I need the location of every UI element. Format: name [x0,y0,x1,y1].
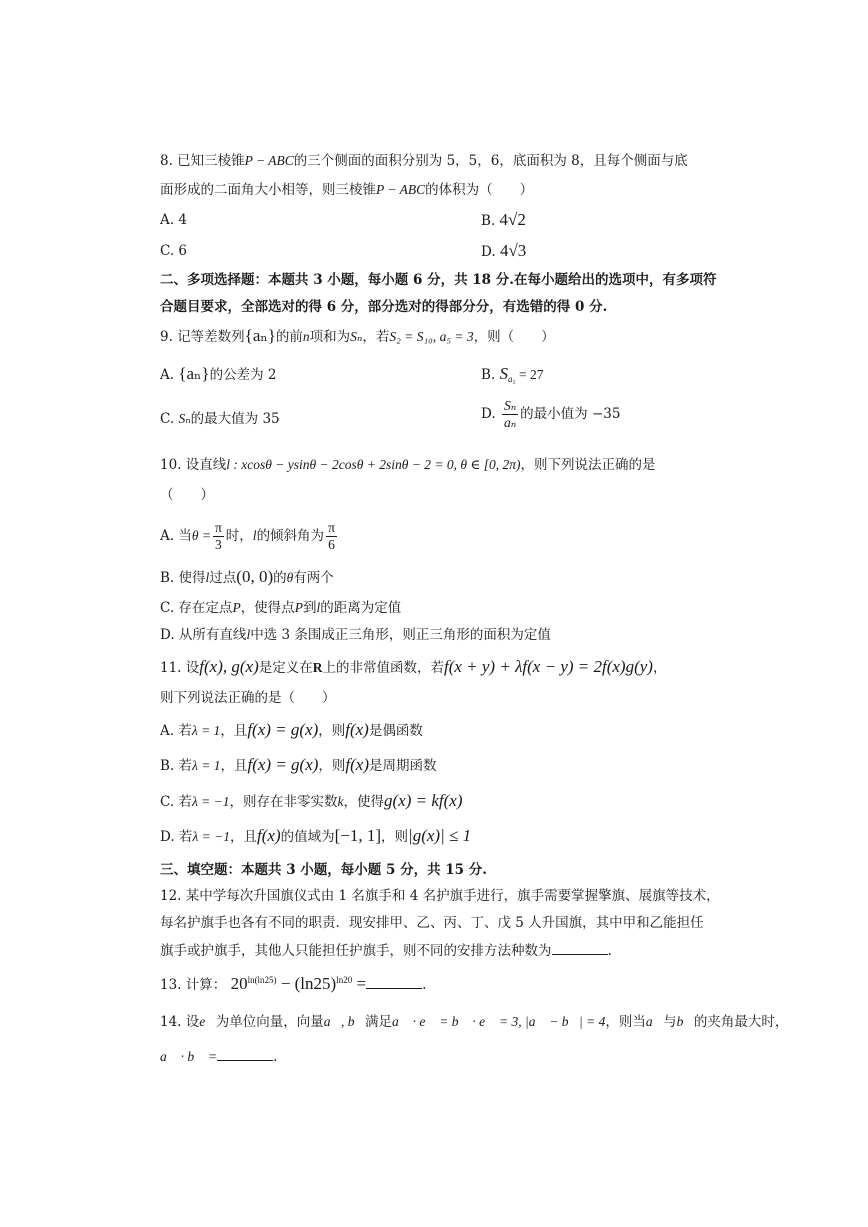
option-text: ，且 [220,723,248,739]
q10-text: 10. 设直线 [160,457,227,473]
answer-blank[interactable] [552,940,608,955]
section3-heading: 三、填空题：本题共 3 小题，每小题 5 分，共 15 分. [160,862,487,878]
q9-text: ，则（ ） [473,329,555,345]
option-text: 的值域为 [280,829,335,845]
q10-expr: l : xcosθ − ysinθ − 2cosθ + 2sinθ − 2 = 0, θ ∈ [0, 2π) [226,457,521,472]
option-label: A. [160,367,175,383]
q9-text: 项和为 [309,329,351,345]
option-text: A. 4 [160,212,187,228]
q10-option-a [160,520,339,553]
q9-seq: {aₙ} [244,326,276,345]
q8-option-a [160,210,187,230]
q14-text: 满足 [365,1014,393,1030]
q8-text: 8. 已知三棱锥 [160,153,245,169]
option-text: 是周期函数 [369,758,437,774]
q9-cond: S₂ = S₁₀, a₅ = 3 [389,329,474,344]
q9-text: 9. 记等差数列 [160,329,245,345]
option-text: 的倾斜角为 [256,528,325,544]
option-text: ，使得 [343,794,385,810]
q14-vector: e⃗ [199,1014,216,1029]
q9-n: n [302,329,310,344]
q10-text: ，则下列说法正确的是 [520,457,656,473]
q10-stem [160,455,655,475]
q9-option-a [160,364,276,385]
q8-option-d [481,241,526,262]
option-text: ，且 [230,829,258,845]
option-label: D. [481,406,496,422]
option-value: 4√3 [499,241,527,260]
option-range: [−1, 1] [334,826,382,845]
option-point: (0, 0) [236,567,274,586]
option-l: l [316,600,321,615]
option-fraction [326,520,337,553]
option-cond: λ = 1 [192,758,221,773]
q9-option-d [481,398,620,431]
option-label: C. 若 [160,794,192,810]
q8-text: 的三个侧面的面积分别为 5，5，6，底面积为 8，且每个侧面与底 [293,153,688,169]
q9-stem [160,326,555,347]
option-text: ，则 [318,758,346,774]
q9-sn: Sₙ [350,329,363,344]
answer-blank[interactable] [217,1046,273,1061]
q11-r: R [312,660,323,675]
option-text: 的最大值为 35 [190,411,280,427]
q12-line2: 每名护旗手也各有不同的职责．现安排甲、乙、丙、丁、戊 5 人升国旗，其中甲和乙能担任 [160,915,704,931]
q8-option-b [481,210,526,231]
q14-stem [160,1012,788,1032]
option-value: 4√2 [499,210,526,229]
q11-line2: 则下列说法正确的是（ ） [160,690,336,706]
option-text: D. 从所有直线 [160,627,247,643]
q14-vector: a⃗ [645,1014,664,1029]
q14-text: ，则当 [605,1014,646,1030]
q9-text: 的前 [275,329,303,345]
option-label: D. [481,244,496,260]
fraction-denominator: 3 [215,537,222,552]
q12-end: . [607,943,612,959]
option-label: B. 若 [160,758,193,774]
option-eq: |g(x)| ≤ 1 [408,826,472,845]
fraction-numerator: Sₙ [503,398,517,413]
q14-vector: a⃗, b⃗ [323,1014,366,1029]
option-text: ，则 [381,829,409,845]
q10-option-b [160,567,334,588]
q9-option-c [160,409,280,429]
option-label: A. 当 [160,528,192,544]
option-text: 到 [302,600,317,616]
section2-line2: 合题目要求，全部选对的得 6 分，部分选对的得部分分，有选错的得 0 分. [160,299,608,315]
option-text: 的最小值为 −35 [520,406,621,422]
fraction-numerator: π [214,520,222,535]
q9-text: ，若 [362,329,390,345]
option-sn: Sₙ [178,411,191,426]
q11-expr: f(x), g(x) [199,657,259,676]
option-label: D. 若 [160,829,193,845]
option-text: C. 存在定点 [160,600,233,616]
option-text: ，且 [220,758,248,774]
option-text: 时， [225,528,253,544]
option-fraction [213,520,224,553]
q13-line [160,970,426,995]
option-sub: a₅ [508,374,516,384]
q11-text: 11. 设 [160,660,200,676]
q8-text: 面形成的二面角大小相等，则三棱锥 [160,182,376,198]
q8-option-c [160,241,187,261]
option-cond: λ = −1 [192,829,231,844]
q13-exponent: ln(ln25) [247,975,277,985]
option-label: B. [481,367,496,383]
option-theta: θ = [191,528,211,543]
option-theta: θ [286,570,294,585]
option-text: C. 6 [160,243,188,259]
q8-line1 [160,151,688,171]
q11-eq: f(x + y) + λf(x − y) = 2f(x)g(y) [443,657,653,676]
q11-option-d [160,826,471,847]
option-f: f(x) [345,720,369,739]
q14-text: 14. 设 [160,1014,200,1030]
option-label: B. [481,213,496,229]
option-text: 的公差为 2 [209,367,277,383]
option-eq: g(x) = kf(x) [384,791,463,810]
q14-text: 的夹角最大时， [693,1014,789,1030]
q10-paren: （ ） [160,487,214,503]
q14-text: 与 [663,1014,677,1030]
q12-text: 旗手或护旗手，其他人只能担任护旗手，则不同的安排方法种数为 [160,943,552,959]
q14-cond: a⃗ · e⃗ = b⃗ · e⃗ = 3, |a⃗ − b⃗| = 4 [392,1014,606,1029]
option-text: 过点 [209,570,237,586]
option-text: ，则 [318,723,346,739]
q14-end: . [273,1049,278,1065]
option-eq: f(x) = g(x) [247,720,319,739]
fraction-denominator: 6 [328,537,335,552]
q10-option-c [160,598,401,618]
q11-text: 上的非常值函数，若 [322,660,444,676]
fraction-denominator: aₙ [503,415,517,430]
q11-option-b [160,755,437,776]
q13-eq: = [352,974,367,993]
option-text: 的 [273,570,287,586]
q13-term: − (ln25) [276,974,337,993]
option-l: l [246,627,251,642]
q13-end: . [422,977,427,993]
q8-expr: P − ABC [376,182,426,197]
option-text: B. 使得 [160,570,206,586]
q11-stem [160,657,666,678]
q14-text: 为单位向量，向量 [215,1014,324,1030]
fraction-numerator: π [328,520,335,535]
q13-label: 13. 计算： [160,977,227,993]
option-eq: = 27 [515,367,544,382]
option-s: S [499,364,509,383]
q8-text: 的体积为（ ） [425,182,534,198]
option-l: l [252,528,257,543]
option-text: 的距离为定值 [320,600,402,616]
option-cond: λ = 1 [191,723,221,738]
option-l: l [205,570,210,585]
q14-vector: b⃗ [676,1014,694,1029]
q12-line1: 12. 某中学每次升国旗仪式由 1 名旗手和 4 名护旗手进行，旗手需要掌握擎旗、展旗等技术， [160,888,720,904]
q10-option-d [160,625,551,645]
option-p: P [294,600,303,615]
option-text: 有两个 [293,570,334,586]
option-label: C. [160,411,175,427]
q14-line2 [160,1046,277,1067]
q13-base: 20 [230,974,248,993]
option-text: 是偶函数 [368,723,423,739]
answer-blank[interactable] [366,974,422,989]
option-f: f(x) [345,755,370,774]
option-label: A. 若 [160,723,192,739]
option-k: k [337,794,344,809]
option-f: f(x) [257,826,281,845]
q9-option-b [481,364,544,389]
q8-line2 [160,180,533,200]
q14-expr: a⃗ · b⃗ = [160,1049,218,1064]
option-p: P [232,600,241,615]
q13-exponent: ln20 [336,975,353,985]
section2-line1: 二、多项选择题：本题共 3 小题，每小题 6 分，共 18 分.在每小题给出的选项中，有多项符 [160,272,717,288]
option-text: ，则存在非零实数 [229,794,338,810]
option-seq: {aₙ} [178,364,210,383]
q11-option-c [160,791,463,812]
q11-option-a [160,720,423,741]
q12-line3 [160,940,612,961]
option-text: ，使得点 [240,600,295,616]
q11-text: ， [652,660,667,676]
option-text: 中选 3 条围成正三角形，则正三角形的面积为定值 [250,627,551,643]
option-eq: f(x) = g(x) [247,755,319,774]
q8-expr: P − ABC [244,153,294,168]
option-fraction [502,398,518,431]
option-cond: λ = −1 [191,794,230,809]
q11-text: 是定义在 [258,660,313,676]
